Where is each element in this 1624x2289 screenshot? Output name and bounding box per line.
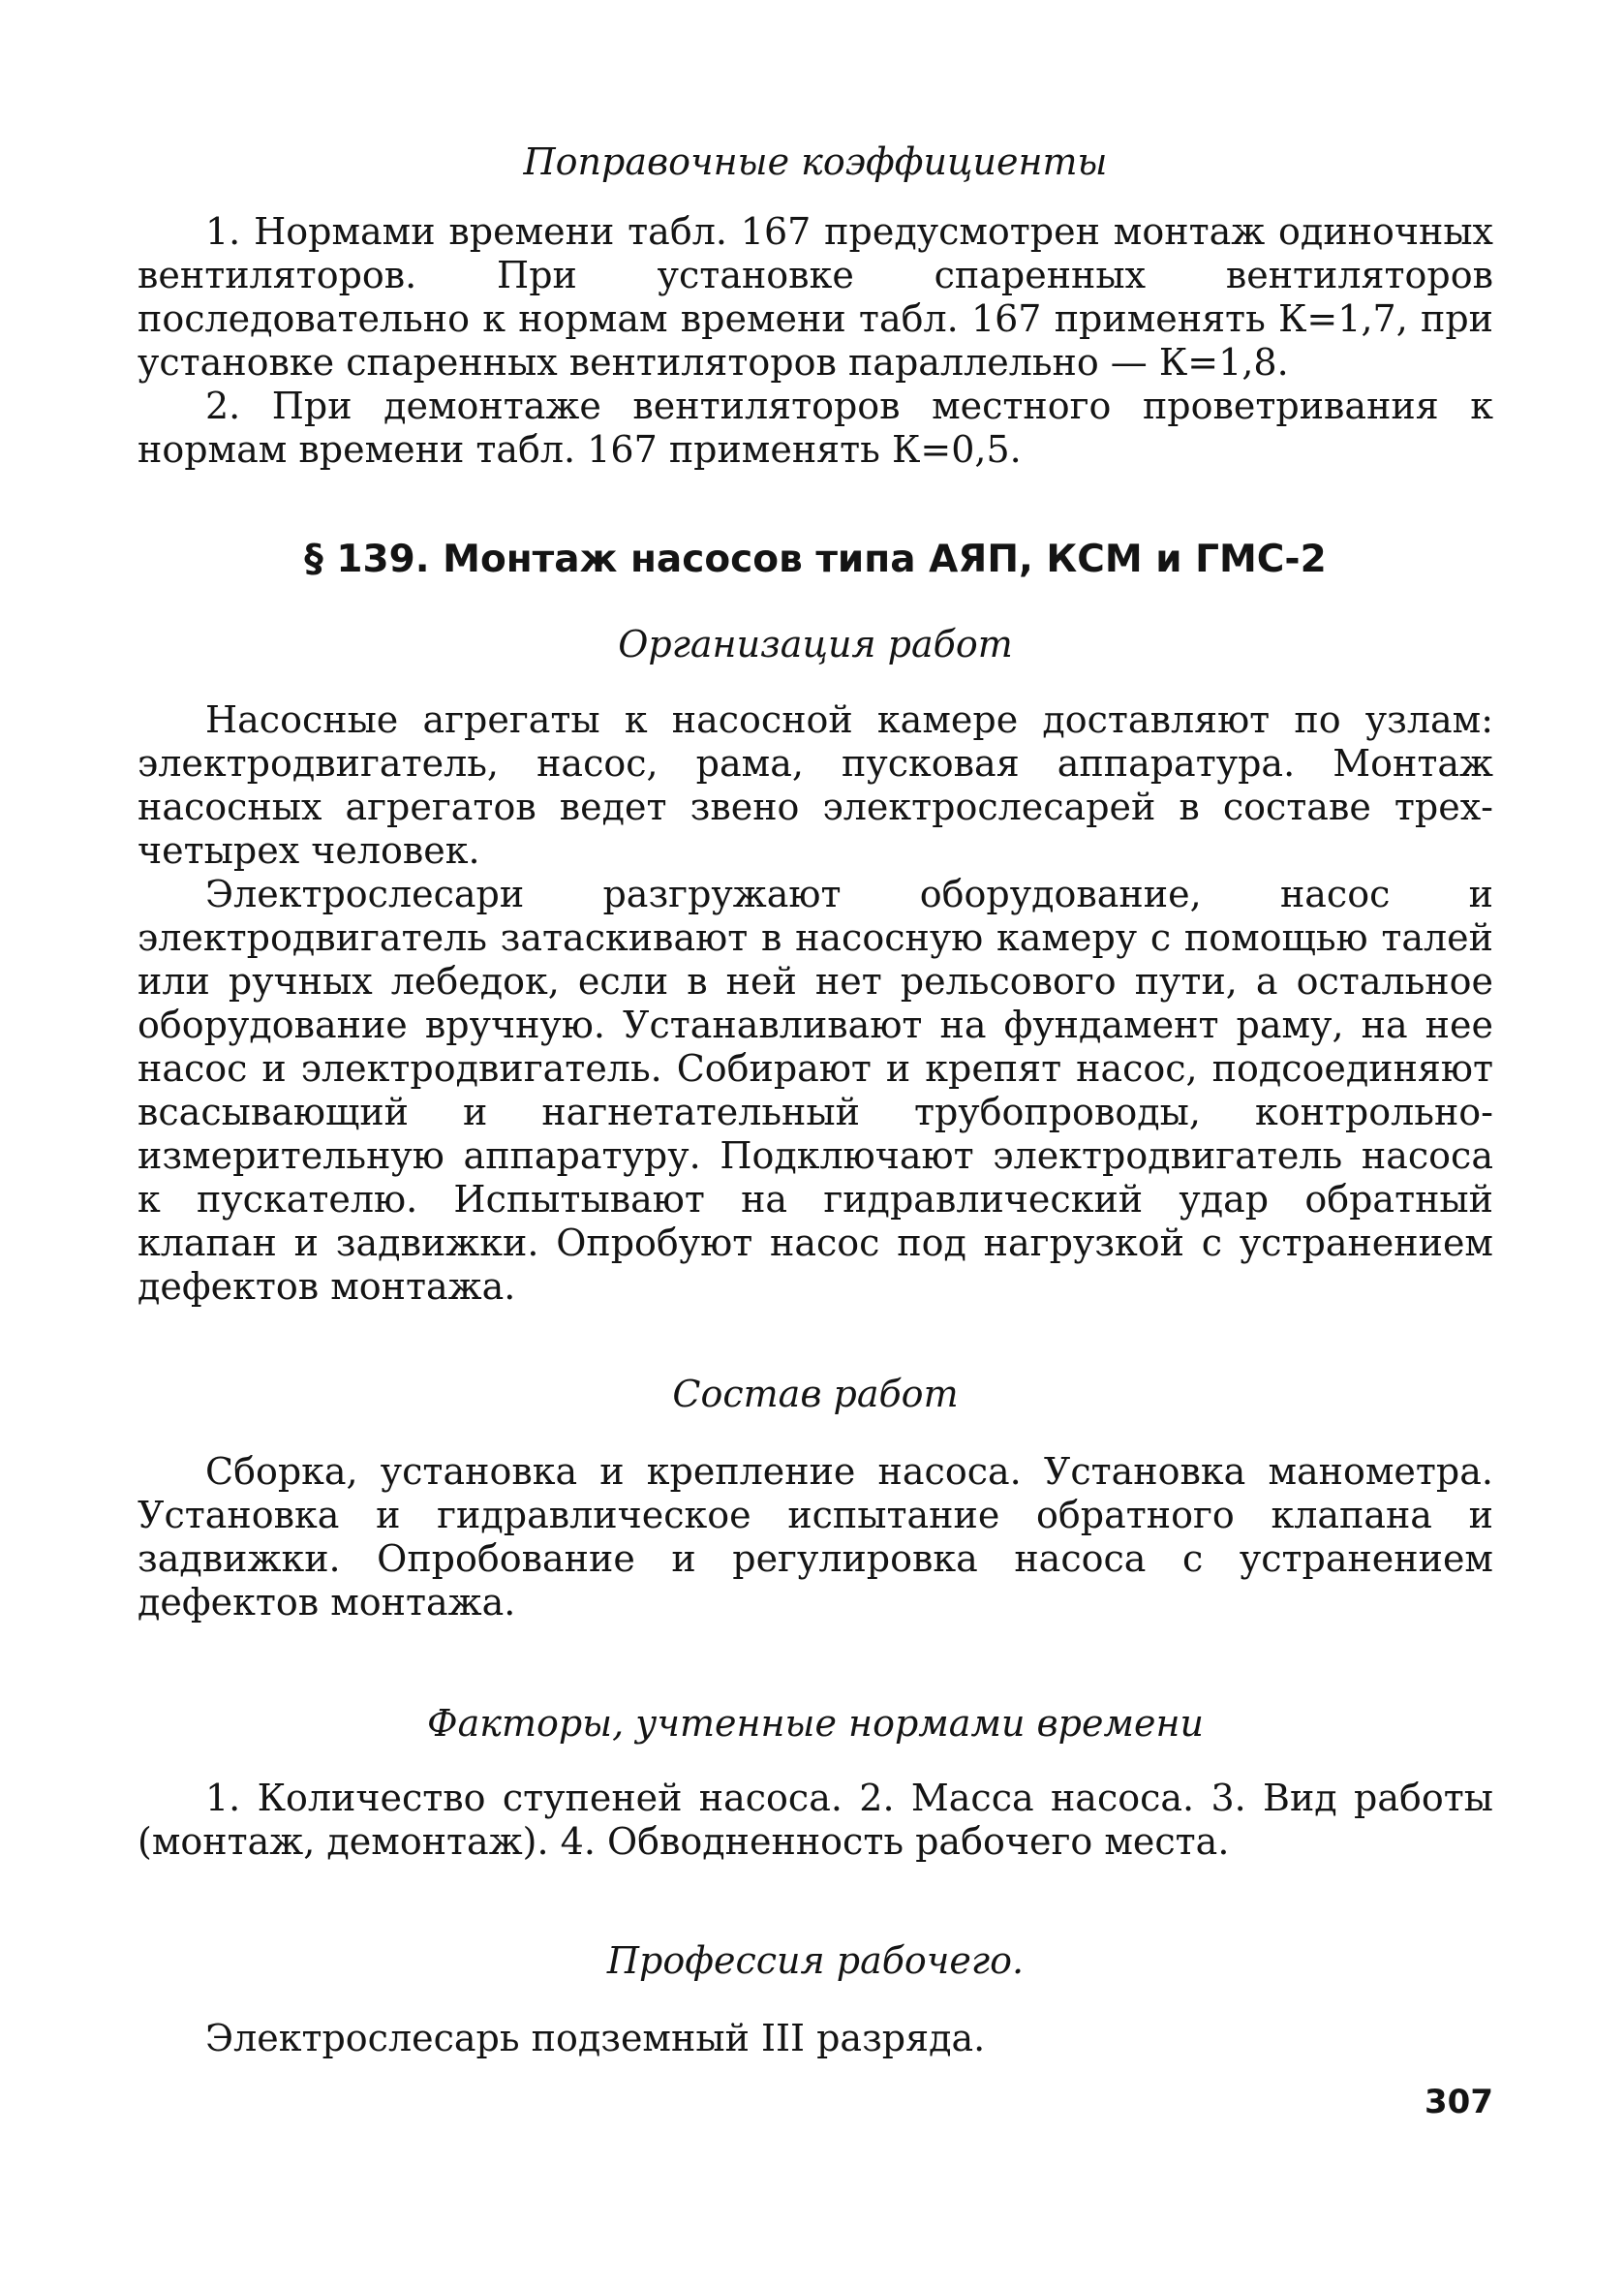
factors-text: 1. Количество ступеней насоса. 2. Масса насоса. 3. Вид работы (монтаж, демонтаж). 4. Обводненность рабочего места.	[138, 1777, 1493, 1864]
correction-item-1: 1. Нормами времени табл. 167 предусмотрен монтаж одиночных вентиляторов. При установке спаренных вентиляторов последовательно к нормам времени табл. 167 применять К=1,7, при установке спаренных вентиляторов параллельно — К=1,8.	[138, 209, 1493, 384]
profession-heading: Профессия рабочего.	[606, 1939, 1025, 1983]
factors-heading: Факторы, учтенные нормами времени	[427, 1701, 1204, 1745]
corrections-heading: Поправочные коэффициенты	[523, 140, 1108, 183]
profession-text: Электрослесарь подземный III разряда.	[205, 2016, 986, 2059]
composition-text: Сборка, установка и крепление насоса. Установка манометра. Установка и гидравлическое испытание обратного клапана и задвижки. Опробование и регулировка насоса с устранением дефектов монтажа.	[138, 1449, 1493, 1624]
page-number: 307	[1425, 2083, 1493, 2121]
organization-paragraph-1: Насосные агрегаты к насосной камере доставляют по узлам: электродвигатель, насос, рама, пусковая аппаратура. Монтаж насосных агрегатов ведет звено электрослесарей в составе трех-четырех человек.	[138, 697, 1493, 872]
composition-heading: Состав работ	[672, 1372, 959, 1415]
organization-heading: Организация работ	[618, 623, 1013, 666]
organization-paragraph-2: Электрослесари разгружают оборудование, насос и электродвигатель затаскивают в насосную камеру с помощью талей или ручных лебедок, если в ней нет рельсового пути, а остальное оборудование вручную. Устанавливают на фундамент раму, на нее насос и электродвигатель. Собирают и крепят насос, подсоединяют всасывающий и нагнетательный трубопроводы, контрольно-измерительную аппаратуру. Подключают электродвигатель насоса к пускателю. Испытывают на гидравлический удар обратный клапан и задвижки. Опробуют насос под нагрузкой с устранением дефектов монтажа.	[138, 872, 1493, 1308]
section-title: § 139. Монтаж насосов типа АЯП, КСМ и ГМС-2	[304, 537, 1327, 581]
correction-item-2: 2. При демонтаже вентиляторов местного проветривания к нормам времени табл. 167 применять К=0,5.	[138, 384, 1493, 471]
page-content	[138, 140, 1493, 2060]
